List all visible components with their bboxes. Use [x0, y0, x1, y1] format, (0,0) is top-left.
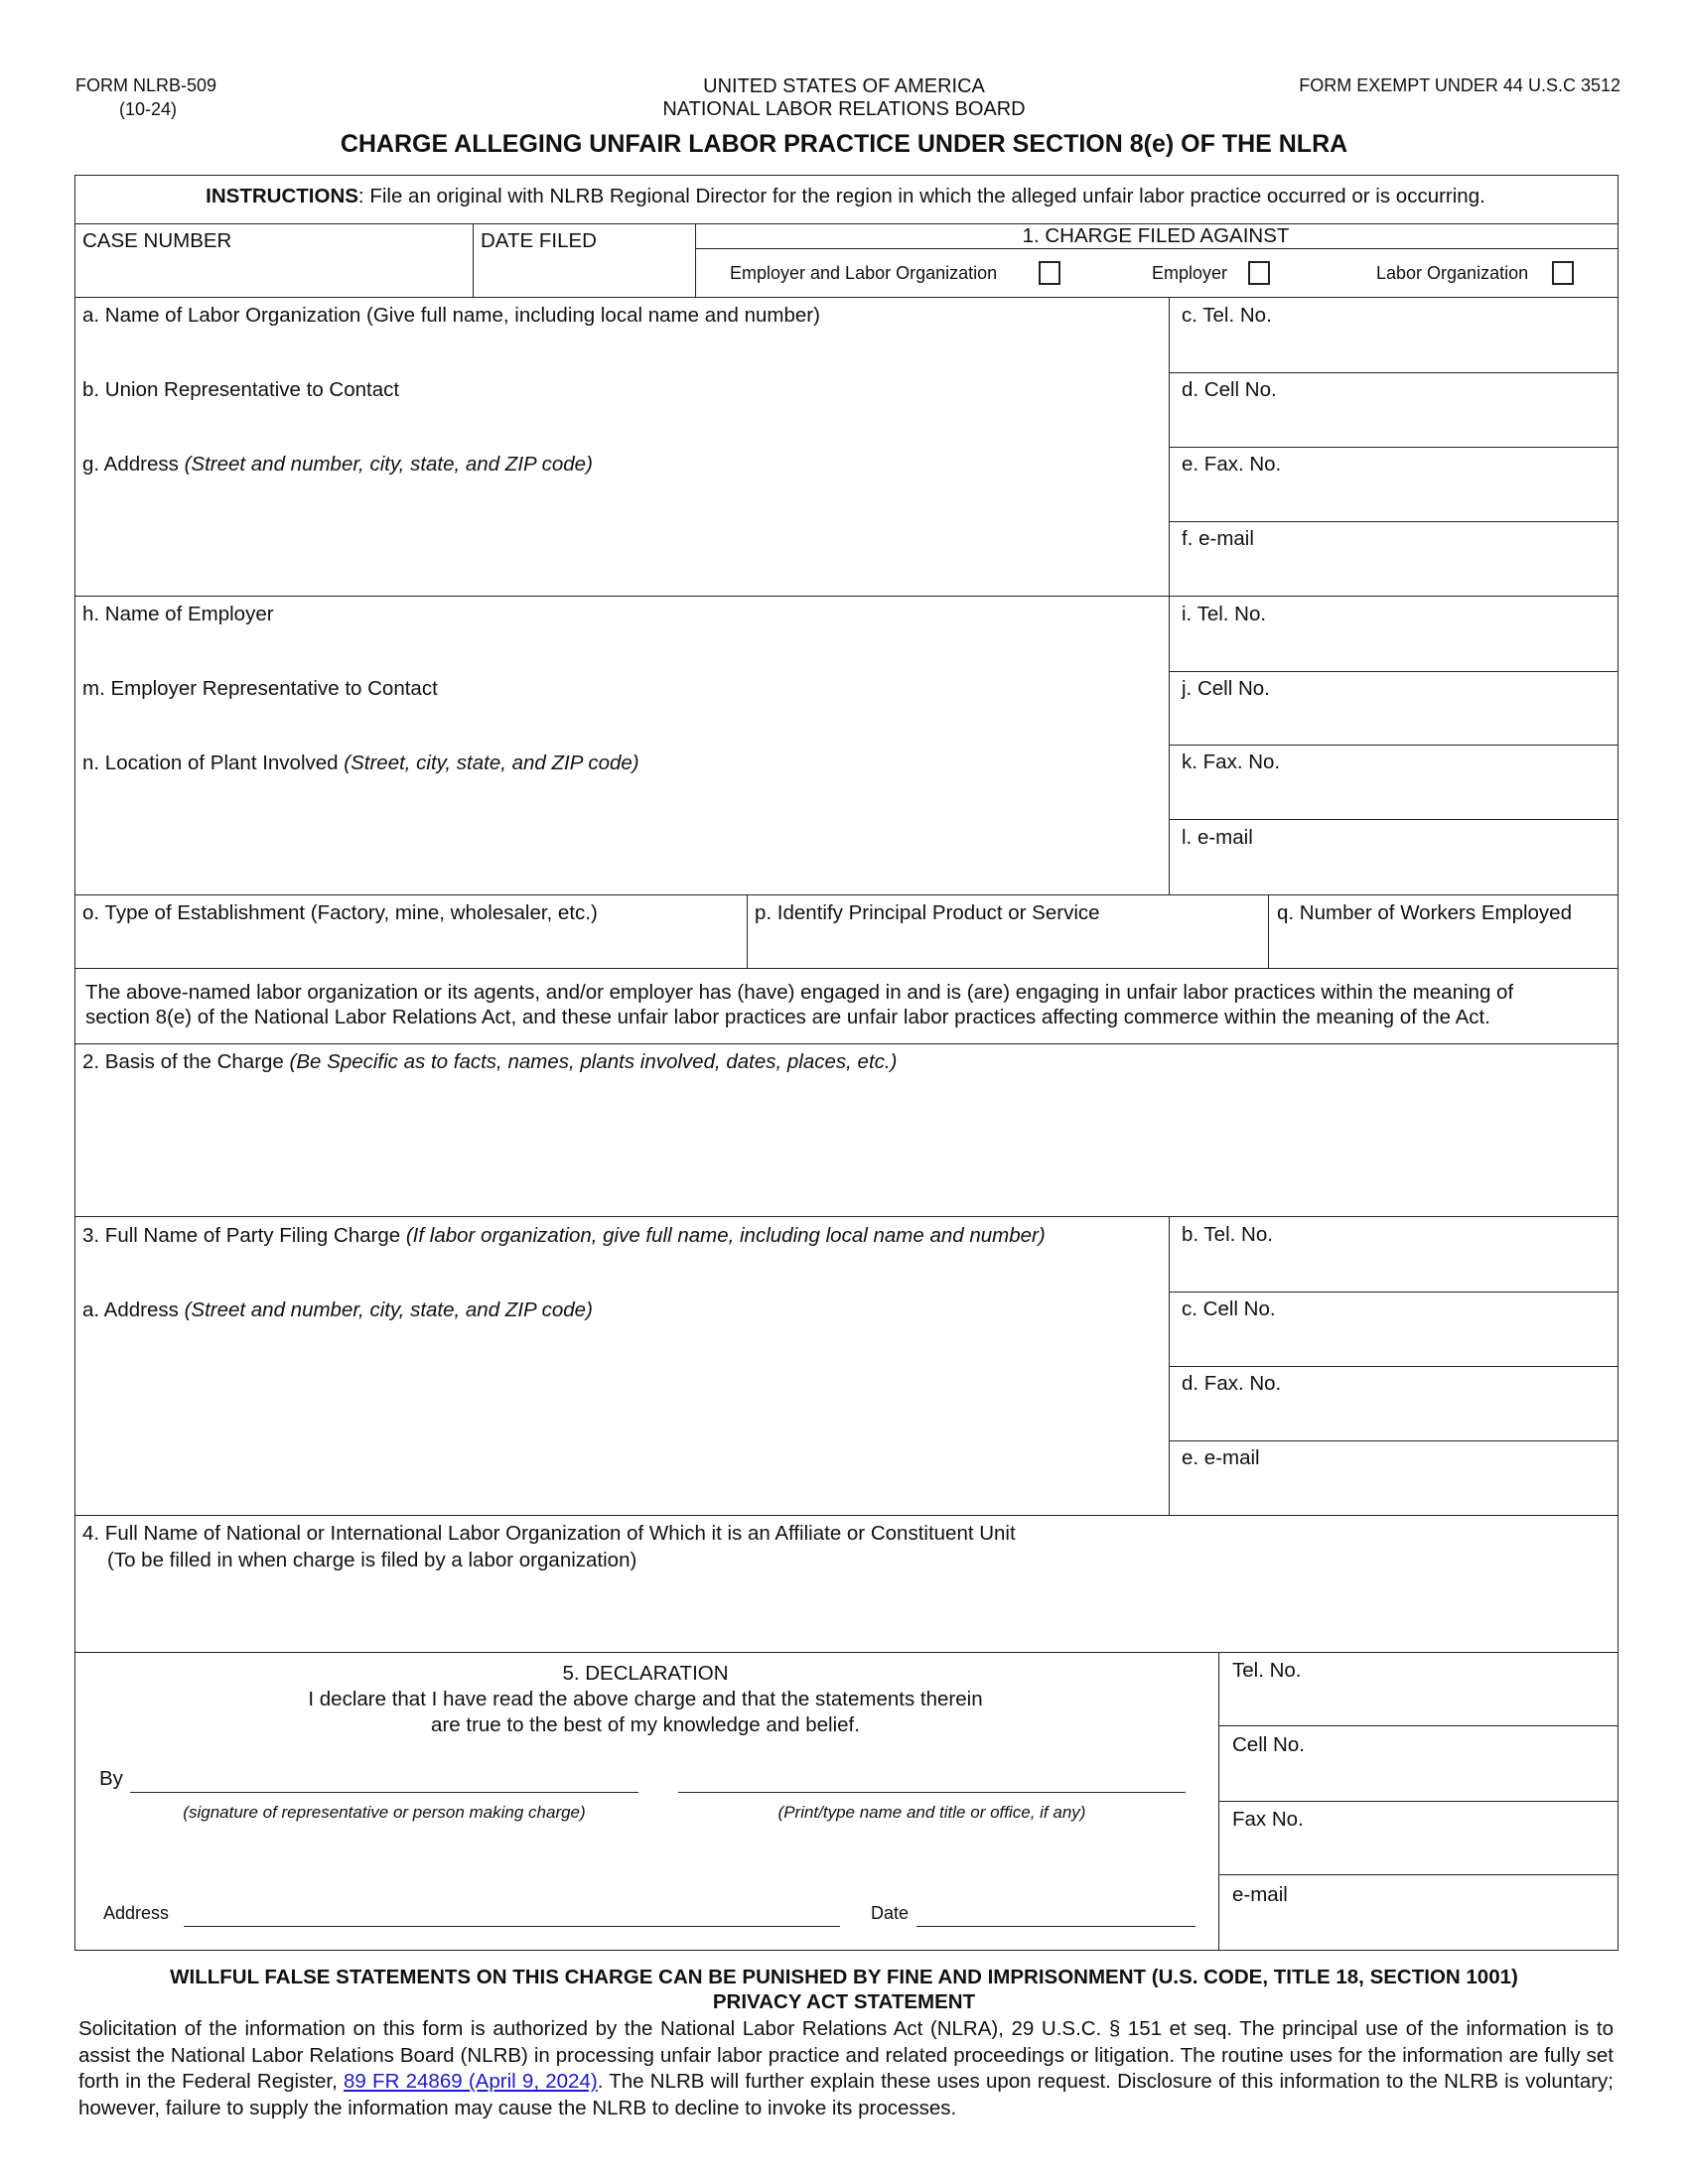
declaration-line2: are true to the best of my knowledge and belief. [431, 1713, 860, 1736]
party-name-hint: (If labor organization, give full name, including local name and number) [405, 1224, 1046, 1247]
signature-caption: (signature of representative or person making charge) [183, 1803, 586, 1822]
employer-fax-label: k. Fax. No. [1182, 751, 1281, 773]
date-line[interactable] [916, 1926, 1196, 1927]
case-number-label: CASE NUMBER [82, 229, 232, 252]
statement-line2: section 8(e) of the National Labor Relations Act, and these unfair labor practices are unfair labor practices affecting commerce within the meaning of the Act. [85, 1006, 1490, 1028]
form-title: CHARGE ALLEGING UNFAIR LABOR PRACTICE UNDER SECTION 8(e) OF THE NLRA [340, 130, 1348, 158]
declaration-title: 5. DECLARATION [562, 1662, 729, 1685]
affiliate-field[interactable] [76, 1576, 1616, 1650]
privacy-act-title: PRIVACY ACT STATEMENT [712, 1990, 976, 2013]
plant-location-hint: (Street, city, state, and ZIP code) [344, 751, 639, 774]
address-label: Address [103, 1903, 170, 1923]
print-name-caption: (Print/type name and title or office, if any) [777, 1803, 1086, 1822]
option-labor-org-label: Labor Organization [1376, 263, 1529, 283]
agency-line2: NATIONAL LABOR RELATIONS BOARD [662, 98, 1026, 120]
party-name-label [82, 1224, 1046, 1248]
option-employer-and-labor-org-checkbox[interactable] [1039, 261, 1060, 285]
date-filed-label: DATE FILED [481, 229, 597, 252]
labor-org-info-field[interactable] [76, 328, 1167, 594]
basis-label [82, 1050, 897, 1074]
party-name-text: 3. Full Name of Party Filing Charge [82, 1224, 406, 1247]
employer-cell-label: j. Cell No. [1182, 677, 1270, 700]
instructions-text: : File an original with NLRB Regional Director for the region in which the alleged unfair labor practice occurred or is occurring. [357, 185, 1485, 207]
print-name-line[interactable] [678, 1792, 1186, 1793]
privacy-act-statement [78, 2016, 1614, 2122]
employer-info-field[interactable] [76, 627, 1167, 892]
false-statement-warning: WILLFUL FALSE STATEMENTS ON THIS CHARGE CAN BE PUNISHED BY FINE AND IMPRISONMENT (U.S. CODE, TITLE 18, SECTION 1001) [170, 1966, 1518, 1988]
establishment-type-label: o. Type of Establishment (Factory, mine, wholesaler, etc.) [82, 901, 598, 924]
labor-org-cell-label: d. Cell No. [1182, 378, 1277, 401]
labor-org-name-label: a. Name of Labor Organization (Give full name, including local name and number) [82, 304, 820, 327]
option-employer-label: Employer [1152, 263, 1228, 283]
affiliate-hint: (To be filled in when charge is filed by a labor organization) [107, 1549, 637, 1571]
instructions-label: INSTRUCTIONS [206, 185, 358, 207]
party-info-field[interactable] [76, 1249, 1167, 1513]
labor-org-fax-label: e. Fax. No. [1182, 453, 1282, 476]
employer-tel-label: i. Tel. No. [1182, 603, 1267, 625]
option-employer-checkbox[interactable] [1248, 261, 1270, 285]
agency-line1: UNITED STATES OF AMERICA [703, 75, 985, 97]
labor-org-tel-label: c. Tel. No. [1182, 304, 1272, 327]
employer-name-label: h. Name of Employer [82, 603, 274, 625]
address-text: g. Address [82, 453, 185, 476]
case-number-field[interactable] [75, 258, 471, 296]
date-filed-field[interactable] [475, 258, 693, 296]
declaration-line1: I declare that I have read the above charge and that the statements therein [308, 1688, 983, 1710]
option-employer-and-labor-org-label: Employer and Labor Organization [730, 263, 998, 283]
employer-email-label: l. e-mail [1182, 826, 1253, 849]
party-fax-label: d. Fax. No. [1182, 1372, 1282, 1395]
address-hint: (Street and number, city, state, and ZIP code) [184, 453, 593, 476]
instructions [74, 185, 1617, 208]
statement-line1: The above-named labor organization or its agents, and/or employer has (have) engaged in and is (are) engaging in unfair labor practices within the meaning of [85, 981, 1514, 1004]
affiliate-label: 4. Full Name of National or International Labor Organization of Which it is an Affiliate or Constituent Unit [82, 1522, 1016, 1545]
basis-text: 2. Basis of the Charge [82, 1050, 290, 1073]
party-address-text: a. Address [82, 1298, 185, 1321]
labor-org-email-label: f. e-mail [1182, 527, 1254, 550]
party-address-hint: (Street and number, city, state, and ZIP code) [184, 1298, 593, 1321]
declarant-fax-label: Fax No. [1232, 1808, 1304, 1831]
plant-location-text: n. Location of Plant Involved [82, 751, 345, 774]
employer-rep-label: m. Employer Representative to Contact [82, 677, 438, 700]
date-label: Date [871, 1903, 910, 1923]
union-rep-label: b. Union Representative to Contact [82, 378, 400, 401]
principal-product-label: p. Identify Principal Product or Service [755, 901, 1100, 924]
exempt-notice: FORM EXEMPT UNDER 44 U.S.C 3512 [1299, 75, 1620, 95]
party-email-label: e. e-mail [1182, 1446, 1260, 1469]
form-revision: (10-24) [119, 99, 178, 119]
charge-filed-against-title: 1. CHARGE FILED AGAINST [1022, 224, 1290, 247]
option-labor-org-checkbox[interactable] [1552, 261, 1574, 285]
signature-line[interactable] [130, 1792, 638, 1793]
party-tel-label: b. Tel. No. [1182, 1223, 1273, 1246]
form-number: FORM NLRB-509 [75, 75, 217, 95]
declarant-email-label: e-mail [1232, 1883, 1288, 1906]
privacy-text-1: Solicitation of the information on this form is authorized by the National Labor Relations Act (NLRA), 29 U.S.C. § 151 et seq. The principal use of the information is to assist the National Labor Relations Board (NLRB) in processing unfair labor practice and related proceedings or litigation. The routine uses for the information are fully set forth in the Federal Register, [78, 2017, 1614, 2094]
basis-hint: (Be Specific as to facts, names, plants involved, dates, places, etc.) [289, 1050, 898, 1073]
basis-field[interactable] [76, 1077, 1616, 1214]
workers-employed-label: q. Number of Workers Employed [1277, 901, 1572, 924]
privacy-text-2: . The NLRB will further explain these uses upon request. Disclosure of this information to the NLRB is voluntary; however, failure to supply the information may cause the NLRB to decline to invoke its processes. [78, 2070, 1614, 2120]
address-line[interactable] [184, 1926, 840, 1927]
party-cell-label: c. Cell No. [1182, 1297, 1276, 1320]
declarant-tel-label: Tel. No. [1232, 1659, 1302, 1682]
by-label: By [99, 1767, 123, 1790]
federal-register-link[interactable]: 89 FR 24869 (April 9, 2024) [344, 2070, 598, 2094]
declarant-cell-label: Cell No. [1232, 1733, 1305, 1756]
